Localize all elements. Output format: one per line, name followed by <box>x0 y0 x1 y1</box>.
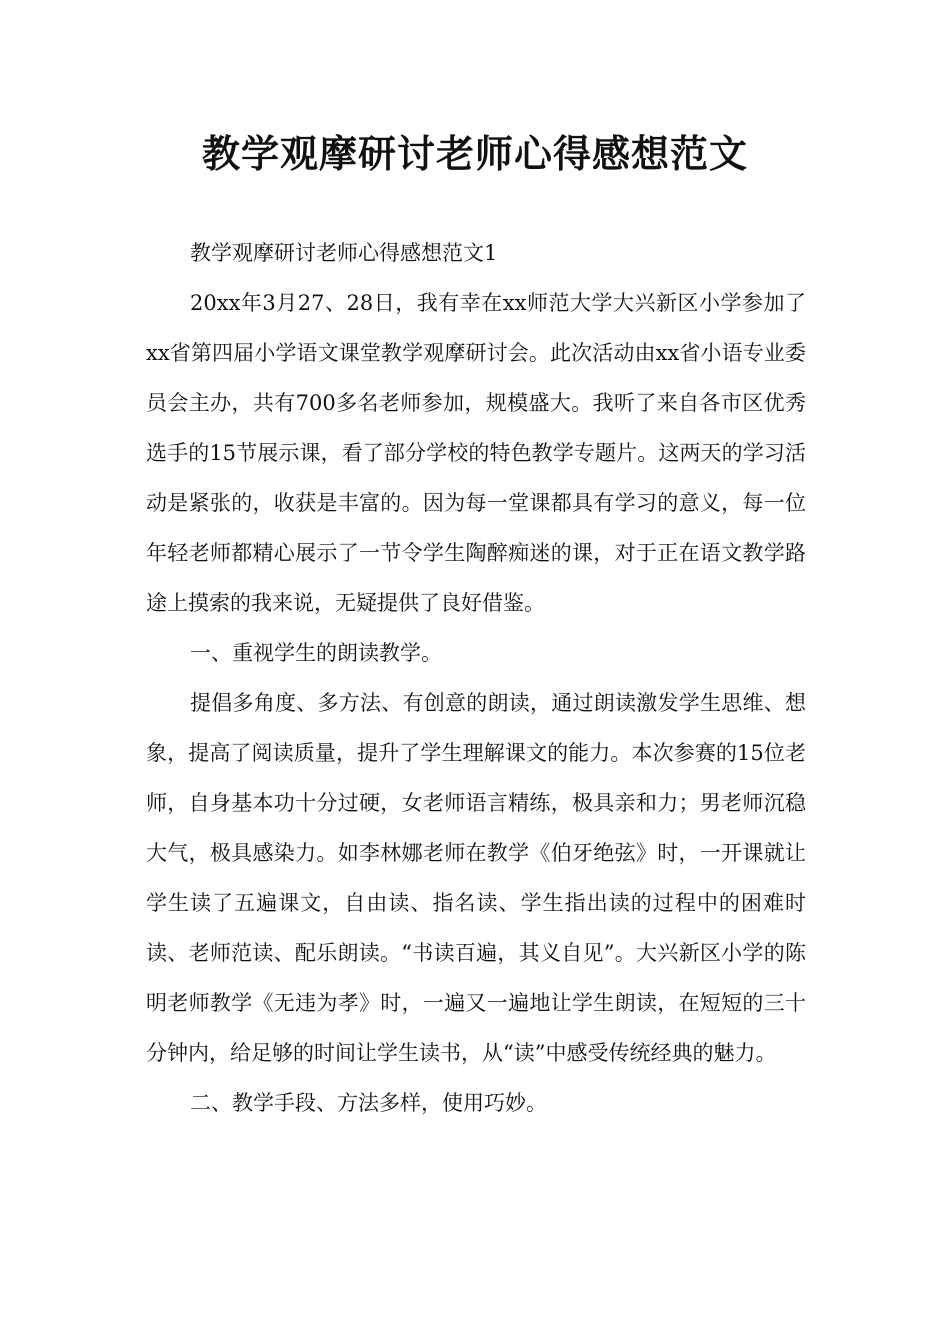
body-paragraph: 20xx年3月27、28日，我有幸在xx师范大学大兴新区小学参加了xx省第四届小学语文课堂教学观摩研讨会。此次活动由xx省小语专业委员会主办，共有700多名老师参加，规模盛大。我听了来自各市区优秀选手的15节展示课，看了部分学校的特色教学专题片。这两天的学习活动是紧张的，收获是丰富的。因为每一堂课都具有学习的意义，每一位年轻老师都精心展示了一节令学生陶醉痴迷的课，对于正在语文教学路途上摸索的我来说，无疑提供了良好借鉴。 <box>146 291 806 615</box>
section-heading: 二、教学手段、方法多样，使用巧妙。 <box>190 1091 547 1115</box>
section-heading: 一、重视学生的朗读教学。 <box>190 641 442 665</box>
document-title: 教学观摩研讨老师心得感想范文 <box>201 132 748 176</box>
subtitle-paragraph: 教学观摩研讨老师心得感想范文1 <box>190 241 498 265</box>
document-body <box>146 228 806 1128</box>
body-paragraph: 提倡多角度、多方法、有创意的朗读，通过朗读激发学生思维、想象，提高了阅读质量，提升了学生理解课文的能力。本次参赛的15位老师，自身基本功十分过硬，女老师语言精练，极具亲和力；男老师沉稳大气，极具感染力。如李林娜老师在教学《伯牙绝弦》时，一开课就让学生读了五遍课文，自由读、指名读、学生指出读的过程中的困难时读、老师范读、配乐朗读。“书读百遍，其义自见”。大兴新区小学的陈明老师教学《无违为孝》时，一遍又一遍地让学生朗读，在短短的三十分钟内，给足够的时间让学生读书，从“读”中感受传统经典的魅力。 <box>146 691 806 1065</box>
